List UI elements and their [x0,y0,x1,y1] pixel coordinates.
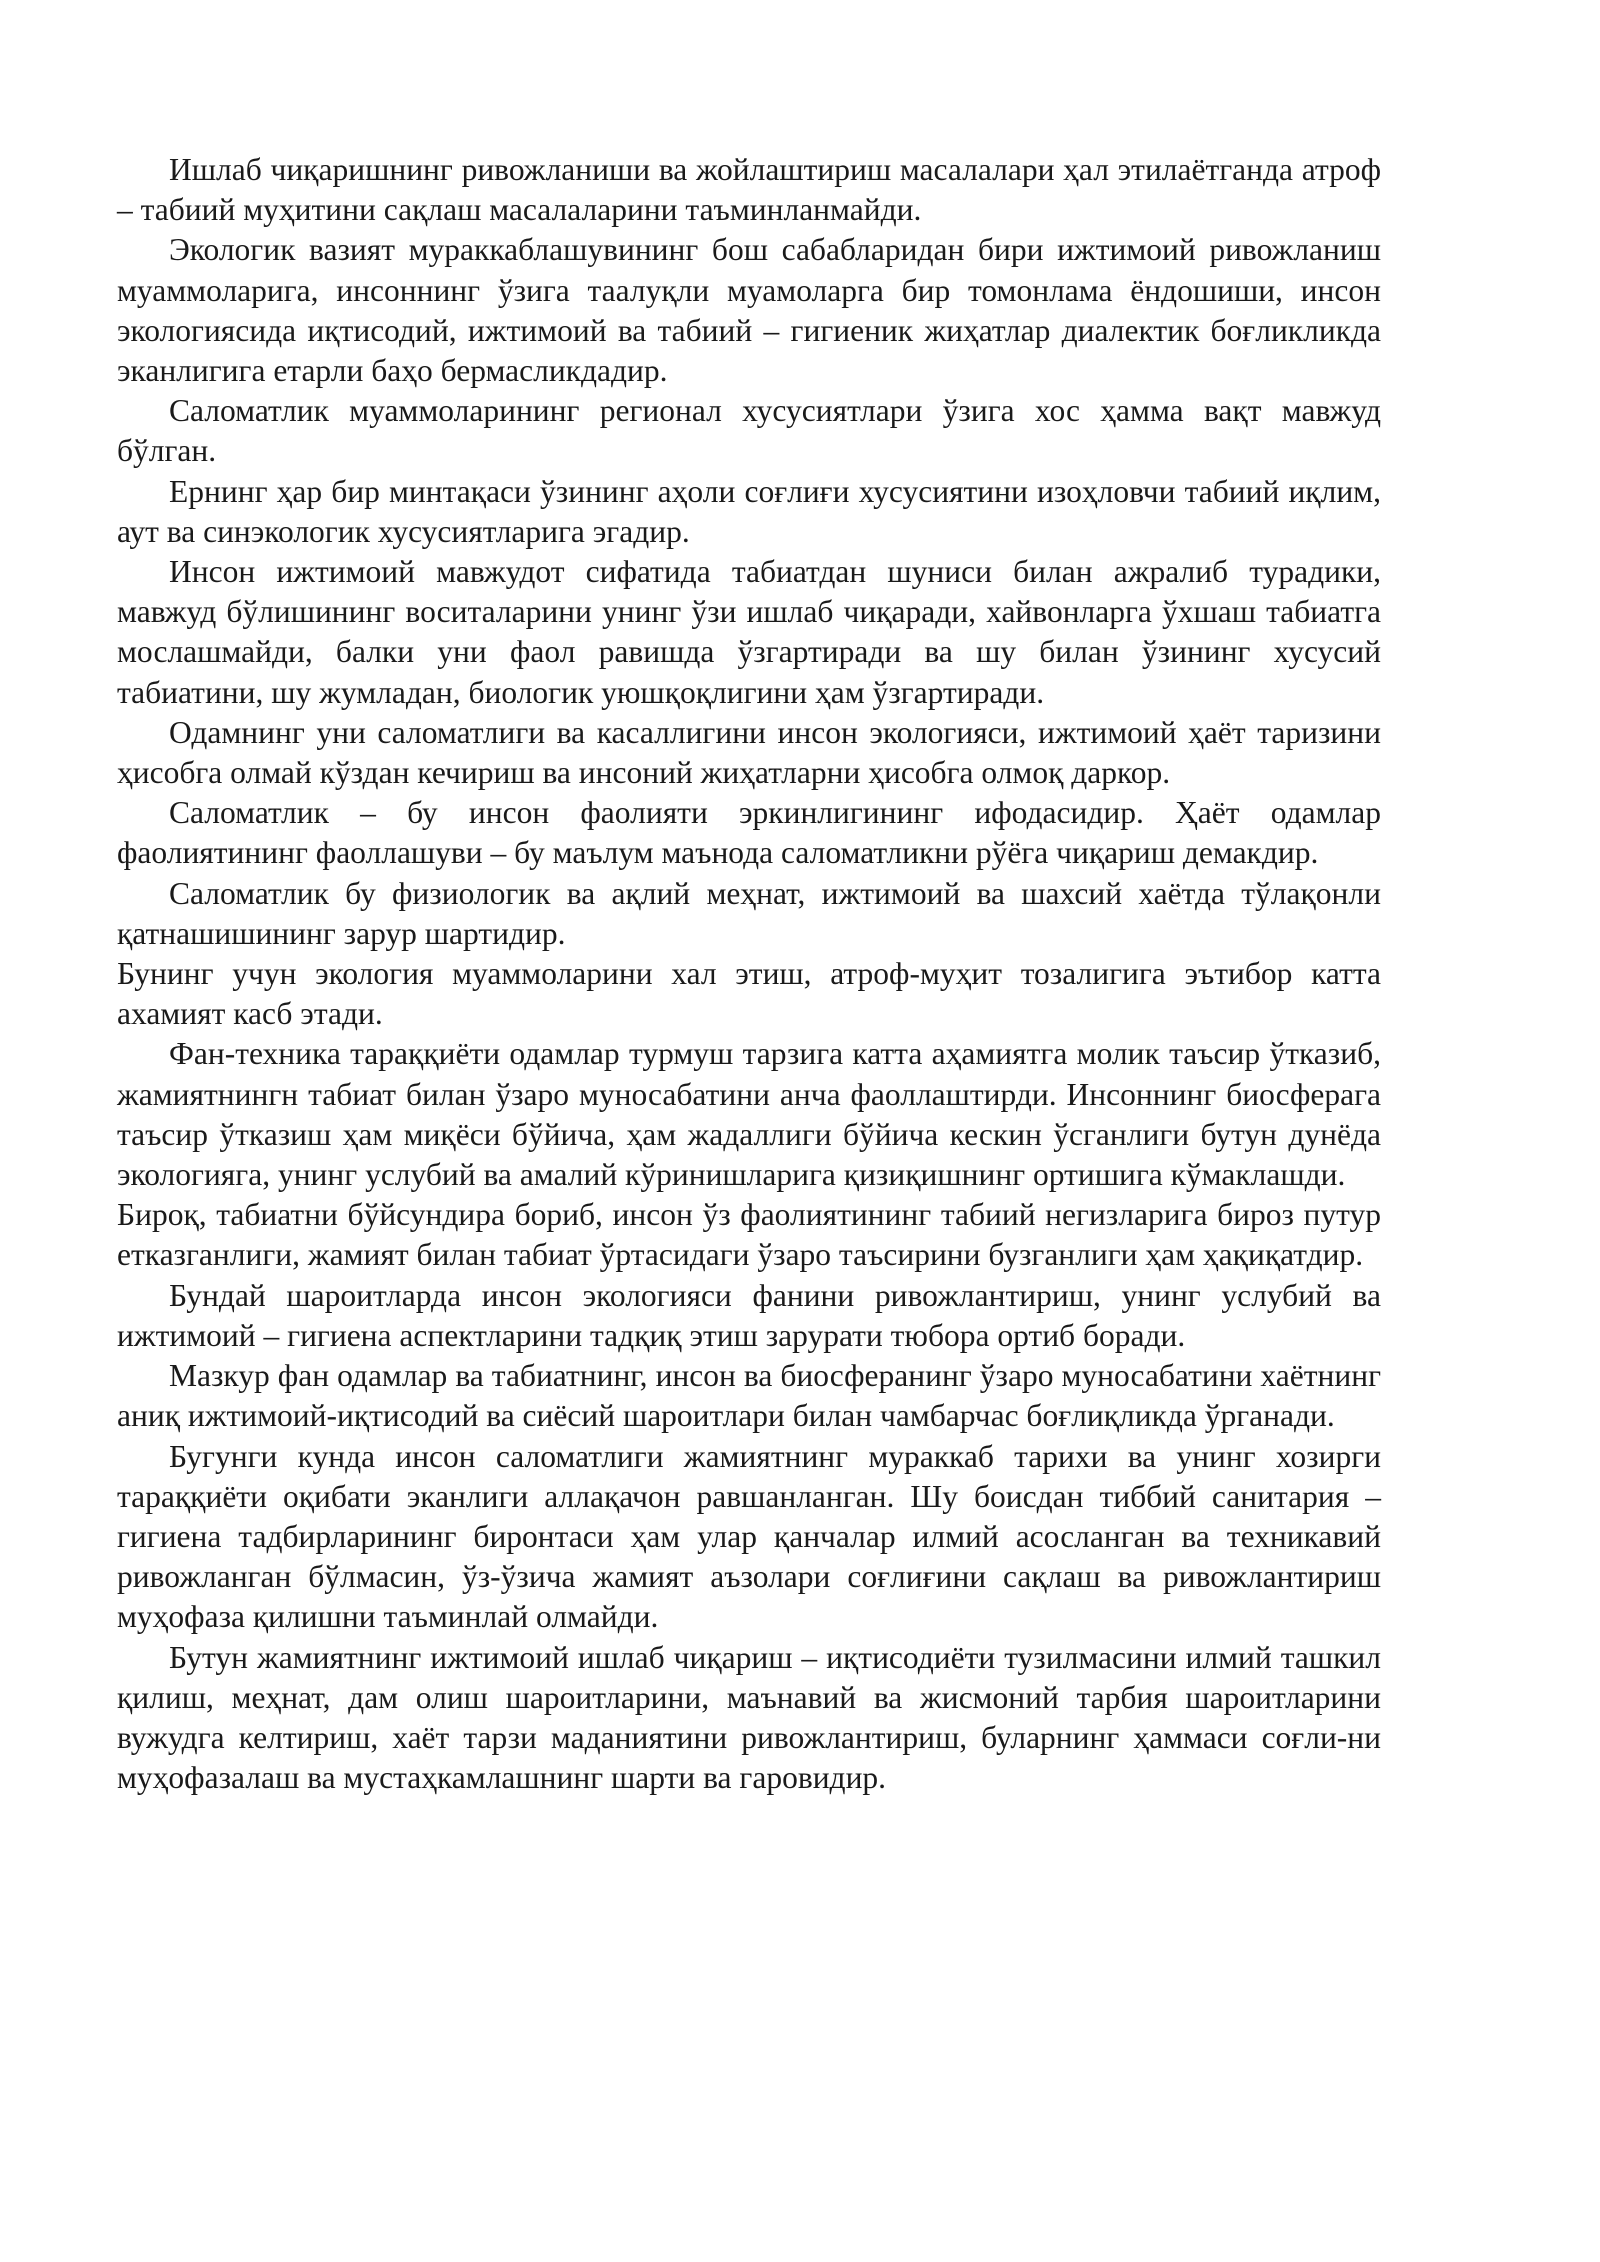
paragraph-12: Бундай шароитларда инсон экологияси фанини ривожлантириш, унинг услубий ва ижтимоий – гигиена аспектларини тадқиқ этиш зарурати тюбора ортиб боради. [117,1277,1381,1353]
paragraph-2: Экологик вазият мураккаблашувининг бош сабабларидан бири ижтимоий ривожланиш муаммоларига, инсоннинг ўзига таалуқли муамоларга бир томонлама ёндошиши, инсон экологиясида иқтисодий, ижтимоий ва табиий – гигиеник жиҳатлар диалектик боғликликда эканлигига етарли баҳо бермасликдадир. [117,232,1381,389]
paragraph-3: Саломатлик муаммоларининг регионал хусусиятлари ўзига хос ҳамма вақт мавжуд бўлган. [117,393,1381,469]
paragraph-7: Саломатлик – бу инсон фаолияти эркинлигининг ифодасидир. Ҳаёт одамлар фаолиятининг фаоллашуви – бу маълум маънода саломатликни рўёга чиқариш демакдир. [117,795,1381,871]
paragraph-11: Бироқ, табиатни бўйсундира бориб, инсон ўз фаолиятининг табиий негизларига бироз путур етказганлиги, жамият билан табиат ўртасидаги ўзаро таъсирини бузганлиги ҳам ҳақиқатдир. [117,1197,1381,1273]
paragraph-14: Бугунги кунда инсон саломатлиги жамиятнинг мураккаб тарихи ва унинг хозирги тараққиёти оқибати эканлиги аллақачон равшанланган. Шу боисдан тиббий санитария – гигиена тадбирларининг биронтаси ҳам улар қанчалар илмий асосланган ва техникавий ривожланган бўлмасин, ўз-ўзича жамият аъзолари соғлиғини сақлаш ва ривожлантириш муҳофаза қилишни таъминлай олмайди. [117,1438,1381,1635]
paragraph-9: Бунинг учун экология муаммоларини хал этиш, атроф-муҳит тозалигига эътибор катта ахамият касб этади. [117,956,1381,1032]
paragraph-8: Саломатлик бу физиологик ва ақлий меҳнат, ижтимоий ва шахсий хаётда тўлақонли қатнашишининг зарур шартидир. [117,875,1381,951]
paragraph-1: Ишлаб чиқаришнинг ривожланиши ва жойлаштириш масалалари ҳал этилаётганда атроф – табиий муҳитини сақлаш масалаларини таъминланмайди. [117,152,1381,228]
paragraph-10: Фан-техника тараққиёти одамлар турмуш тарзига катта аҳамиятга молик таъсир ўтказиб, жамиятнингн табиат билан ўзаро муносабатини анча фаоллаштирди. Инсоннинг биосферага таъсир ўтказиш ҳам миқёси бўйича, ҳам жадаллиги бўйича кескин ўсганлиги бутун дунёда экологияга, унинг услубий ва амалий кўринишларига қизиқишнинг ортишига кўмаклашди. [117,1036,1381,1193]
paragraph-4: Ернинг ҳар бир минтақаси ўзининг аҳоли соғлиғи хусусиятини изоҳловчи табиий иқлим, аут ва синэкологик хусусиятларига эгадир. [117,473,1381,549]
document-body [117,150,1381,1798]
paragraph-6: Одамнинг уни саломатлиги ва касаллигини инсон экологияси, ижтимоий ҳаёт таризини ҳисобга олмай кўздан кечириш ва инсоний жиҳатларни ҳисобга олмоқ даркор. [117,714,1381,791]
paragraph-5: Инсон ижтимоий мавжудот сифатида табиатдан шуниси билан ажралиб турадики, мавжуд бўлишининг воситаларини унинг ўзи ишлаб чиқаради, хайвонларга ўхшаш табиатга мослашмайди, балки уни фаол равишда ўзгартиради ва шу билан ўзининг хусусий табиатини, шу жумладан, биологик уюшқоқлигини ҳам ўзгартиради. [117,554,1381,710]
paragraph-13: Мазкур фан одамлар ва табиатнинг, инсон ва биосферанинг ўзаро муносабатини хаётнинг аниқ ижтимоий-иқтисодий ва сиёсий шароитлари билан чамбарчас боғлиқликда ўрганади. [117,1358,1381,1434]
paragraph-15: Бутун жамиятнинг ижтимоий ишлаб чиқариш – иқтисодиёти тузилмасини илмий ташкил қилиш, меҳнат, дам олиш шароитларини, маънавий ва жисмоний тарбия шароитларини вужудга келтириш, хаёт тарзи маданиятини ривожлантириш, буларнинг ҳаммаси соғли-ни муҳофазалаш ва мустаҳкамлашнинг шарти ва гаровидир. [117,1639,1381,1796]
